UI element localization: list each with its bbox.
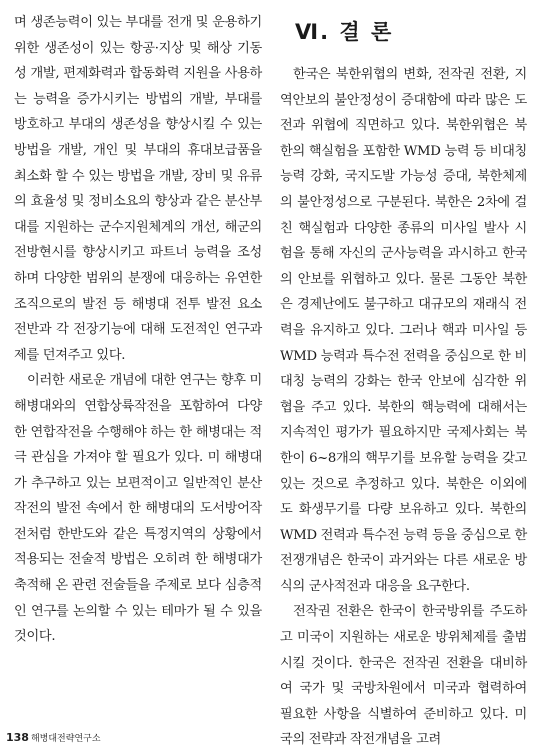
publisher-name: 해병대전략연구소: [30, 734, 101, 744]
body-paragraph: 며 생존능력이 있는 부대를 전개 및 운용하기 위한 생존성이 있는 항공·지상 및 해상 기동성 개발, 편제화력과 합동화력 지원을 사용하는 능력을 증가시키는 방법의 개발, 부대를 방호하고 부대의 생존성을 향상시킬 수 있는 방법을 개발, 개인 및 부대의 휴대보급품을 최소화 할 수 있는 방법을 개발, 장비 및 유류의 효율성 및 정비소요의 향상과 같은 분산부대를 지원하는 군수지원체계의 개선, 해군의 전방현시를 향상시키고 파트너 능력을 조성하며 다양한 범위의 분쟁에 대응하는 유연한 조직으로의 발전 등 해병대 전투 발전 요소 전반과 각 전장기능에 대해 도전적인 연구과제를 던져주고 있다.: [14, 15, 262, 363]
body-paragraph: 한국은 북한위협의 변화, 전작권 전환, 지역안보의 불안정성이 증대함에 따라 많은 도전과 위협에 직면하고 있다. 북한위협은 북한의 핵실험을 포함한 WMD 능력 등 비대칭 능력 강화, 국지도발 가능성 증대, 북한체제의 불안정성으로 구분된다. 북한은 2차에 걸친 핵실험과 다양한 종류의 미사일 발사 시험을 통해 자신의 군사능력을 과시하고 한국의 안보를 위협하고 있다. 물론 그동안 북한은 경제난에도 불구하고 대규모의 재래식 전력을 유지하고 있다. 그러나 핵과 미사일 등 WMD 능력과 특수전 전력을 중심으로 한 비대칭 능력의 강화는 한국 안보에 심각한 위협을 주고 있다. 북한의 핵능력에 대해서는 지속적인 평가가 필요하지만 국제사회는 북한이 6~8개의 핵무기를 보유할 능력을 갖고 있는 것으로 추정하고 있다. 북한은 이외에도 화생무기를 다량 보유하고 있다. 북한의 WMD 전력과 특수전 능력 등을 중심으로 한 전쟁개념은 한국이 과거와는 다른 새로운 방식의 군사적전과 대응을 요구한다.: [280, 67, 527, 594]
body-paragraph: 전작권 전환은 한국이 한국방위를 주도하고 미국이 지원하는 새로운 방위체제를 출범시킬 것이다. 한국은 전작권 전환을 대비하여 국가 및 국방차원에서 미국과 협력하여 필요한 사항을 식별하여 준비하고 있다. 미국의 전략과 작전개념을 고려: [280, 604, 527, 748]
right-column: [280, 62, 527, 753]
section-heading: Ⅵ. 결 론: [295, 20, 394, 44]
body-paragraph: 이러한 새로운 개념에 대한 연구는 향후 미 해병대와의 연합상륙작전을 포함하여 다양한 연합작전을 수행해야 하는 한 해병대는 적극 관심을 가져야 할 필요가 있다. 미 해병대가 추구하고 있는 보편적이고 일반적인 분산작전의 발전 속에서 한 해병대의 도서방어작전처럼 한반도와 같은 특정지역의 상황에서 적용되는 전술적 방법은 오히려 한 해병대가 축적해 온 관련 전술들을 주제로 보다 심층적인 연구를 논의할 수 있는 테마가 될 수 있을 것이다.: [14, 373, 262, 645]
left-column: [14, 10, 262, 650]
page-number: 138: [6, 731, 29, 744]
page-footer: [6, 731, 101, 744]
